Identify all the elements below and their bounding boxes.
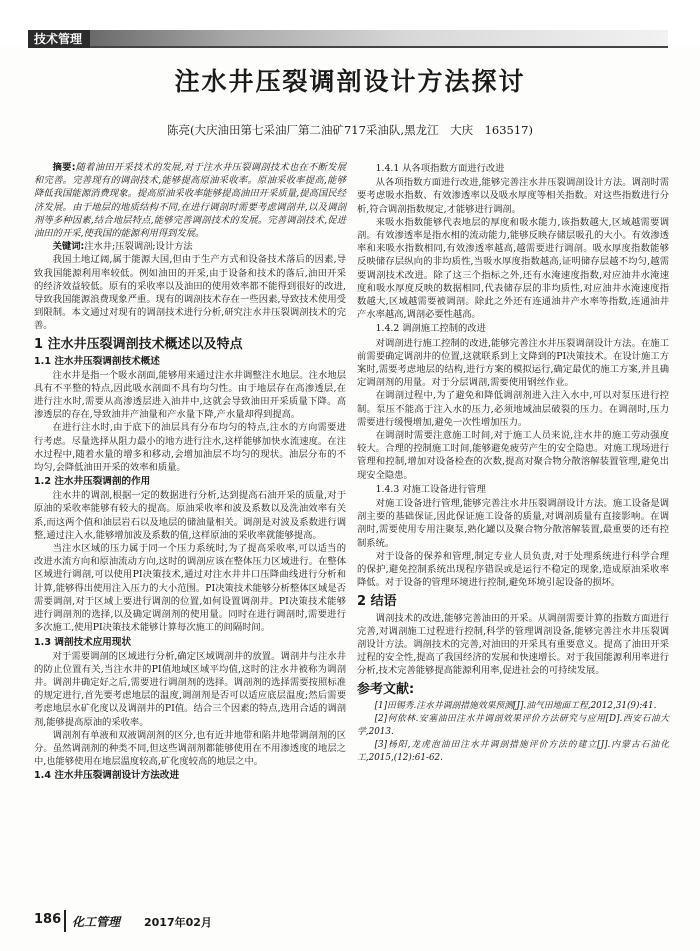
page-footer	[34, 910, 334, 934]
article-title: 注水井压裂调剖设计方法探讨	[174, 67, 526, 96]
references-heading: 参考文献:	[357, 681, 415, 697]
left-column	[34, 161, 346, 783]
section-heading: 2 结语	[357, 593, 397, 609]
paragraph: 对于需要调剖的区域进行分析,确定区域调剖井的放置。调剖井与注水井的防止位置有关,当注水井的PI值地域区域平均值,这时的注水井被称为调剖井。调剖井确定好之后,需要进行调剖剂的选择。调剖剂的选择需要按照标准的规定进行,首先要考虑地层的温度,调剖剂是否可以适应底层温度;然后需要考虑地层水矿化度以及调剖井的PI值。结合三个因素的特点,选用合适的调剖剂,能够提高原油的采收率。	[34, 650, 346, 728]
section-heading: 1 注水井压裂调剖技术概述以及特点	[34, 336, 243, 352]
reference-item: [3]杨阳,龙虎泡油田注水井调剖措施评价方法的建立[J].内蒙古石油化工,2015,(12):61-62.	[357, 739, 669, 763]
right-column	[357, 161, 669, 765]
subsection-heading: 1.3 调剖技术应用现状	[34, 636, 132, 648]
abstract	[34, 161, 346, 240]
subsection-heading: 1.2 注水井压裂调剖的作用	[34, 476, 151, 488]
paragraph: 当注水区域的压力属于同一个压力系统时,为了提高采收率,可以适当的改进水流方向和原油流动方向,这时的调剖应该在整体压力区域进行。在整体区域进行调剖,可以使用PI决策技术,通过对注水井井口压降曲线进行分析和计算,能够得出使用注入压力的大小范围。PI决策技术能够分析整体区域是否需要调剖,对于区域上要进行调剖的位置,如何设置调剖井。PI决策技术能够进行调剖剂的选择,以及确定调剖剂的使用量。同时在进行调剖时,需要进行多次施工,使用PI决策技术能够计算每次施工的间隔时间。	[34, 543, 346, 634]
paragraph: 来吸水指数能够代表地层的厚度和吸水能力,该指数越大,区域越需要调剖。有效渗透率是指水相的流动能力,能够反映存储层吸孔的大小。有效渗透率和来吸水指数相同,有效渗透率越高,越需要进行调剖。吸水厚度指数能够反映储存层纵向的非均质性,当吸水厚度指数越高,证明储存层越不均匀,越需要调剖技术改进。除了这三个指标之外,还有水淹速度指数,对应油井水淹速度和吸水厚度反映的数据相同,代表储存层的非均质性,对应油井水淹速度指数越大,区域越需要被调剖。除此之外还有连通油井产水率等指数,连通油井产水率越高,调剖必要性越高。	[357, 216, 669, 321]
section-tag: 技术管理	[28, 30, 90, 48]
paragraph: 对于设备的保养和管理,制定专业人员负责,对于处理系统进行科学合理的保护,避免控制系统出现程序错误或是运行不稳定的现象,造成原油采收率降低。对于设备的管理环境进行控制,避免环境引起设备的损坏。	[357, 550, 669, 589]
reference-item: [2]何依林.安塞油田注水井调剖效果评价方法研究与应用[D].西安石油大学,2013.	[357, 713, 669, 737]
paragraph: 在调剖时需要注意施工时间,对于施工人员来说,注水井的施工劳动强度较大。合理的控制施工时间,能够避免疲劳产生的安全隐患。对施工现场进行管理和控制,增加对设备检查的次数,提高对聚合物分散溶解装置管理,避免出现安全隐患。	[357, 430, 669, 481]
paragraph: 注水井是指一个吸水剖面,能够用来通过注水井调整注水地层。注水地层具有不平整的特点,因此吸水剖面不具有均匀性。由于地层存在高渗透层,在进行注水时,需要从高渗透层进入油井中,这就会导致油田开采质量下降。高渗透层的存在,导致油井产油量和产水量下降,产水量却得到提高。	[34, 369, 346, 421]
page-number: 186	[34, 912, 62, 927]
subsubsection-heading: 1.4.3 对施工设备进行管理	[375, 483, 486, 495]
intro-paragraph: 我国土地辽阔,属于能源大国,但由于生产方式和设备技术落后的因素,导致我国能源利用率较低。例如油田的开采,由于设备和技术的落后,油田开采的经济效益较低。原有的采收率以及油田的使用效率都不能得到很好的改进,导致我国能源浪费现象严重。现有的调剖技术存在一些因素,导致技术使用受到限制。本文通过对现有的调剖技术进行分析,研究注水井压裂调剖技术的完善。	[34, 254, 346, 332]
header-rule	[90, 30, 668, 48]
paragraph: 注水井的调剖,根据一定的数据进行分析,达到提高石油开采的质量,对于原油的采收率能够有较大的提高。原油采收率和波及系数以及洗油效率有关系,而这两个值和油层岩石以及地层的储油量相关。调剖是对波及系数进行调整,通过注入水,能够增加波及系数的值,这样原油的采收率就能够提高。	[34, 490, 346, 541]
keywords-text: 注水井;压裂调剖;设计方法	[84, 241, 193, 253]
paragraph: 在进行注水时,由于底下的油层具有分布均匀的特点,注水的方向需要进行考虑。尽量选择从阻力最小的地方进行注水,这样能够加快水流速度。在注水过程中,随着水量的增多和移动,会增加油层不均匀的现状。油层分布的不均匀,会降低油田开采的效率和质量。	[34, 422, 346, 474]
paragraph: 调剖剂有单液和双液调剖剂的区分,也有近井地带和陷井地带调剖剂的区分。虽然调剖剂的种类不同,但这些调剖剂都能够使用在不用渗透度的地层之中,也能够使用在地层温度较高,矿化度较高的地层之中。	[34, 729, 346, 768]
subsection-heading: 1.4 注水井压裂调剖设计方法改进	[34, 770, 180, 782]
abstract-text: 随着油田开采技术的发展,对于注水井压裂调剖技术也在不断发展和完善。完善现有的调剖技术,能够提高原油采收率。原油采收率提高,能够降低我国能源消费现象。提高原油采收率能够提高油田开采质量,提高国民经济发展。由于地层的地质结构不同,在进行调剖时需要考虑调剖井,以及调剖剂等多种因素,结合地层特点,能够完善调剖技术的发展。完善调剖技术,促进油田的开采,使我国的能源利用得到发展。	[34, 162, 346, 240]
paragraph: 对调剖进行施工控制的改进,能够完善注水井压裂调剖设计方法。在施工前需要确定调剖井的位置,这就联系到上文降到的PI决策技术。在设计施工方案时,需要考虑地层的结构,进行方案的模拟运行,确定最优的施工方案,并且确定调剖剂的用量。对于分层调剖,需要使用钢丝作业。	[357, 337, 669, 389]
abstract-label: 摘要:	[52, 162, 76, 173]
issue-date: 2017年02月	[144, 916, 212, 929]
paragraph: 从各项指数方面进行改进,能够完善注水井压裂调剖设计方法。调剖时需要考虑吸水指数、有效渗透率以及吸水厚度等相关指数。对这些指数进行分析,符合调剖指数规定,才能够进行调剖。	[357, 177, 669, 215]
paragraph: 在调剖过程中,为了避免和降低调剖剂进入注入水中,可以对泵压进行控制。泵压不能高于注入水的压力,必须地域油层破裂的压力。在调剖时,压力需要进行缓慢增加,避免一次性增加压力。	[357, 390, 669, 428]
keywords	[34, 240, 346, 253]
author-byline: 陈亮(大庆油田第七采油厂第二油矿717采油队,黑龙江 大庆 163517)	[167, 123, 533, 137]
subsection-heading: 1.1 注水井压裂调剖技术概述	[34, 355, 160, 367]
magazine-name: 化工管理	[72, 915, 121, 929]
paragraph: 调剖技术的改进,能够完善油田的开采。从调剖需要计算的指数方面进行完善,对调剖施工过程进行控制,科学的管理调剖设备,能够完善注水井压裂调剖设计方法。调剖技术的完善,对油田的开采具有重要意义。提高了油田开采过程的安全性,提高了我国经济的发展和快速增长。对于我国能源利用率进行分析,技术完善能够提高能源利用率,促进社会的可持续发展。	[357, 612, 669, 677]
paragraph: 对施工设备进行管理,能够完善注水井压裂调剖设计方法。施工设备是调剖主要的基础保证,因此保证施工设备的质量,对调剖质量有直接影响。在调剖时,需要使用专用注聚泵,熟化罐以及聚合物分散溶解装置,最重要的还有控制系统。	[357, 498, 669, 549]
keywords-label: 关键词:	[52, 241, 85, 253]
subsubsection-heading: 1.4.2 调剖施工控制的改进	[375, 323, 486, 335]
reference-item: [1]田锡秀.注水井调剖措施效果预测[J].油气田地面工程,2012,31(9):41.	[374, 700, 657, 711]
subsubsection-heading: 1.4.1 从各项指数方面进行改进	[375, 163, 505, 174]
footer-divider	[64, 910, 66, 932]
